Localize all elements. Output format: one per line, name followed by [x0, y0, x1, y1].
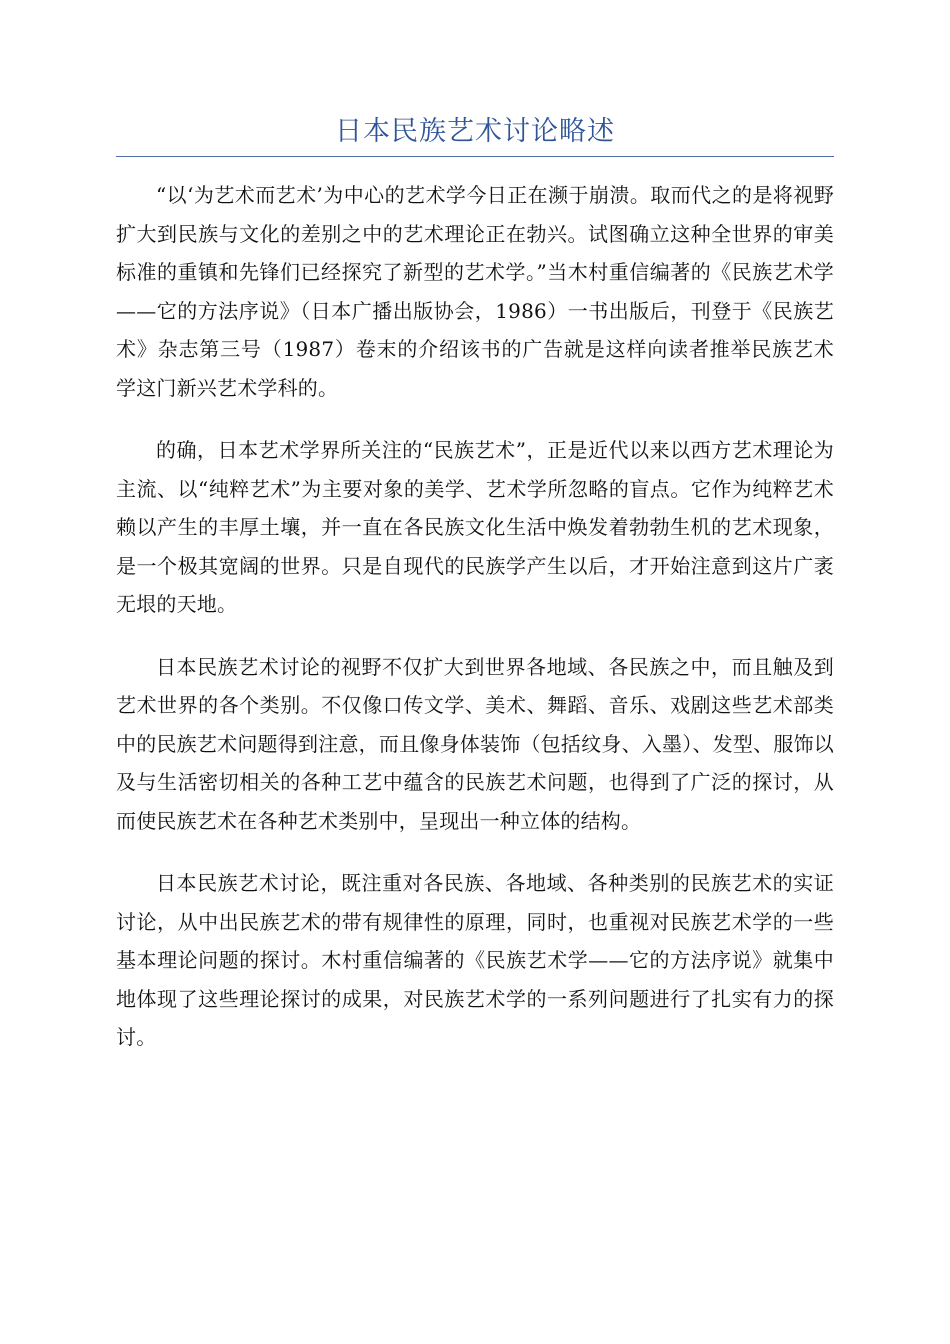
title-block: [116, 112, 834, 157]
paragraph-3: 日本民族艺术讨论的视野不仅扩大到世界各地域、各民族之中，而且触及到艺术世界的各个类别。不仅像口传文学、美术、舞蹈、音乐、戏剧这些艺术部类中的民族艺术问题得到注意，而且像身体装饰（包括纹身、入墨）、发型、服饰以及与生活密切相关的各种工艺中蕴含的民族艺术问题，也得到了广泛的探讨，从而使民族艺术在各种艺术类别中，呈现出一种立体的结构。: [116, 654, 834, 833]
paragraph-1: “以‘为艺术而艺术’为中心的艺术学今日正在濒于崩溃。取而代之的是将视野扩大到民族与文化的差别之中的艺术理论正在勃兴。试图确立这种全世界的审美标准的重镇和先锋们已经探究了新型的艺术学。”当木村重信编著的《民族艺术学——它的方法序说》（日本广播出版协会，1986）一书出版后，刊登于《民族艺术》杂志第三号（1987）卷末的介绍该书的广告就是这样向读者推举民族艺术学这门新兴艺术学科的。: [116, 183, 834, 400]
paragraph-2: 的确，日本艺术学界所关注的“民族艺术”，正是近代以来以西方艺术理论为主流、以“纯粹艺术”为主要对象的美学、艺术学所忽略的盲点。它作为纯粹艺术赖以产生的丰厚土壤，并一直在各民族文化生活中焕发着勃勃生机的艺术现象，是一个极其宽阔的世界。只是自现代的民族学产生以后，才开始注意到这片广袤无垠的天地。: [116, 438, 834, 616]
document-body: [116, 176, 834, 1081]
paragraph-4: 日本民族艺术讨论，既注重对各民族、各地域、各种类别的民族艺术的实证讨论，从中出民族艺术的带有规律性的原理，同时，也重视对民族艺术学的一些基本理论问题的探讨。木村重信编著的《民族艺术学——它的方法序说》就集中地体现了这些理论探讨的成果，对民族艺术学的一系列问题进行了扎实有力的探讨。: [116, 871, 834, 1049]
page-title: 日本民族艺术讨论略述: [335, 116, 615, 147]
